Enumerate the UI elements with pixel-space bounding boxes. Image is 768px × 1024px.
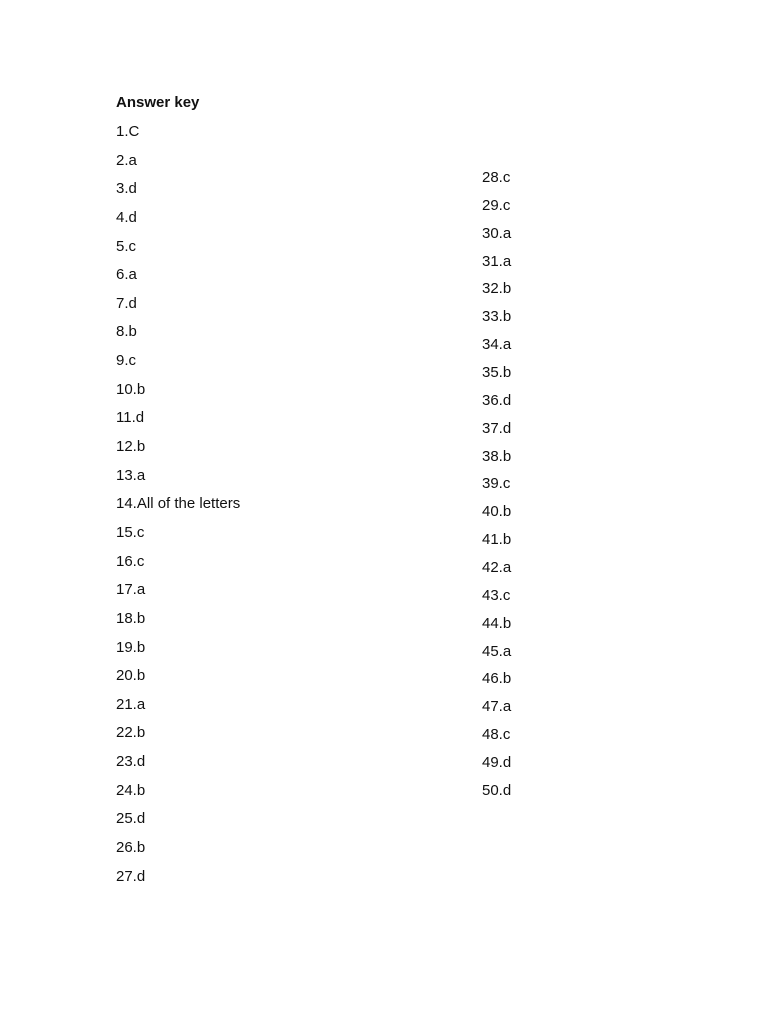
- answer-item: 32.b: [482, 280, 512, 298]
- answer-item: 14.All of the letters: [116, 495, 241, 513]
- answer-item: 31.a: [482, 252, 512, 270]
- answer-item: 30.a: [482, 224, 512, 242]
- answer-item: 35.b: [482, 364, 512, 382]
- answer-item: 7.d: [116, 294, 137, 312]
- answer-item: 8.b: [116, 323, 137, 341]
- answer-item: 42.a: [482, 559, 512, 577]
- answer-item: 1.C: [116, 123, 140, 140]
- answer-item: 39.c: [482, 475, 511, 493]
- document-title: Answer key: [116, 94, 200, 111]
- answer-item: 38.b: [482, 447, 512, 465]
- answer-item: 9.c: [116, 352, 137, 370]
- answer-item: 46.b: [482, 670, 512, 688]
- answer-item: 16.c: [116, 552, 145, 570]
- answer-item: 40.b: [482, 503, 512, 521]
- answer-item: 12.b: [116, 438, 146, 456]
- answer-item: 36.d: [482, 391, 512, 409]
- answer-item: 22.b: [116, 724, 146, 742]
- answer-item: 47.a: [482, 698, 512, 716]
- answer-item: 45.a: [482, 642, 512, 660]
- answer-item: 11.d: [116, 409, 145, 427]
- answer-item: 37.d: [482, 419, 512, 437]
- answer-item: 44.b: [482, 614, 512, 632]
- answer-item: 17.a: [116, 581, 146, 599]
- answer-item: 24.b: [116, 781, 146, 799]
- answer-item: 33.b: [482, 308, 512, 326]
- answer-item: 10.b: [116, 380, 146, 398]
- answer-item: 50.d: [482, 781, 512, 799]
- answer-item: 43.c: [482, 586, 511, 604]
- answer-item: 19.b: [116, 638, 146, 656]
- answer-item: 20.b: [116, 667, 146, 685]
- answer-item: 34.a: [482, 336, 512, 354]
- answer-item: 49.d: [482, 754, 512, 772]
- answer-item: 28.c: [482, 169, 511, 186]
- answer-item: 29.c: [482, 196, 511, 214]
- answer-item: 41.b: [482, 531, 512, 549]
- answer-item: 6.a: [116, 266, 137, 284]
- answer-list-left: [116, 123, 240, 896]
- answer-item: 15.c: [116, 523, 145, 541]
- answer-item: 18.b: [116, 609, 146, 627]
- answer-item: 48.c: [482, 726, 511, 744]
- answer-item: 5.c: [116, 237, 137, 255]
- answer-item: 25.d: [116, 810, 146, 828]
- answer-item: 26.b: [116, 839, 146, 857]
- answer-item: 4.d: [116, 208, 137, 226]
- answer-item: 27.d: [116, 867, 146, 885]
- answer-item: 13.a: [116, 466, 146, 484]
- answer-item: 3.d: [116, 180, 137, 198]
- answer-item: 23.d: [116, 753, 146, 771]
- answer-item: 21.a: [116, 695, 146, 713]
- answer-list-right: [482, 169, 511, 810]
- answer-item: 2.a: [116, 151, 137, 169]
